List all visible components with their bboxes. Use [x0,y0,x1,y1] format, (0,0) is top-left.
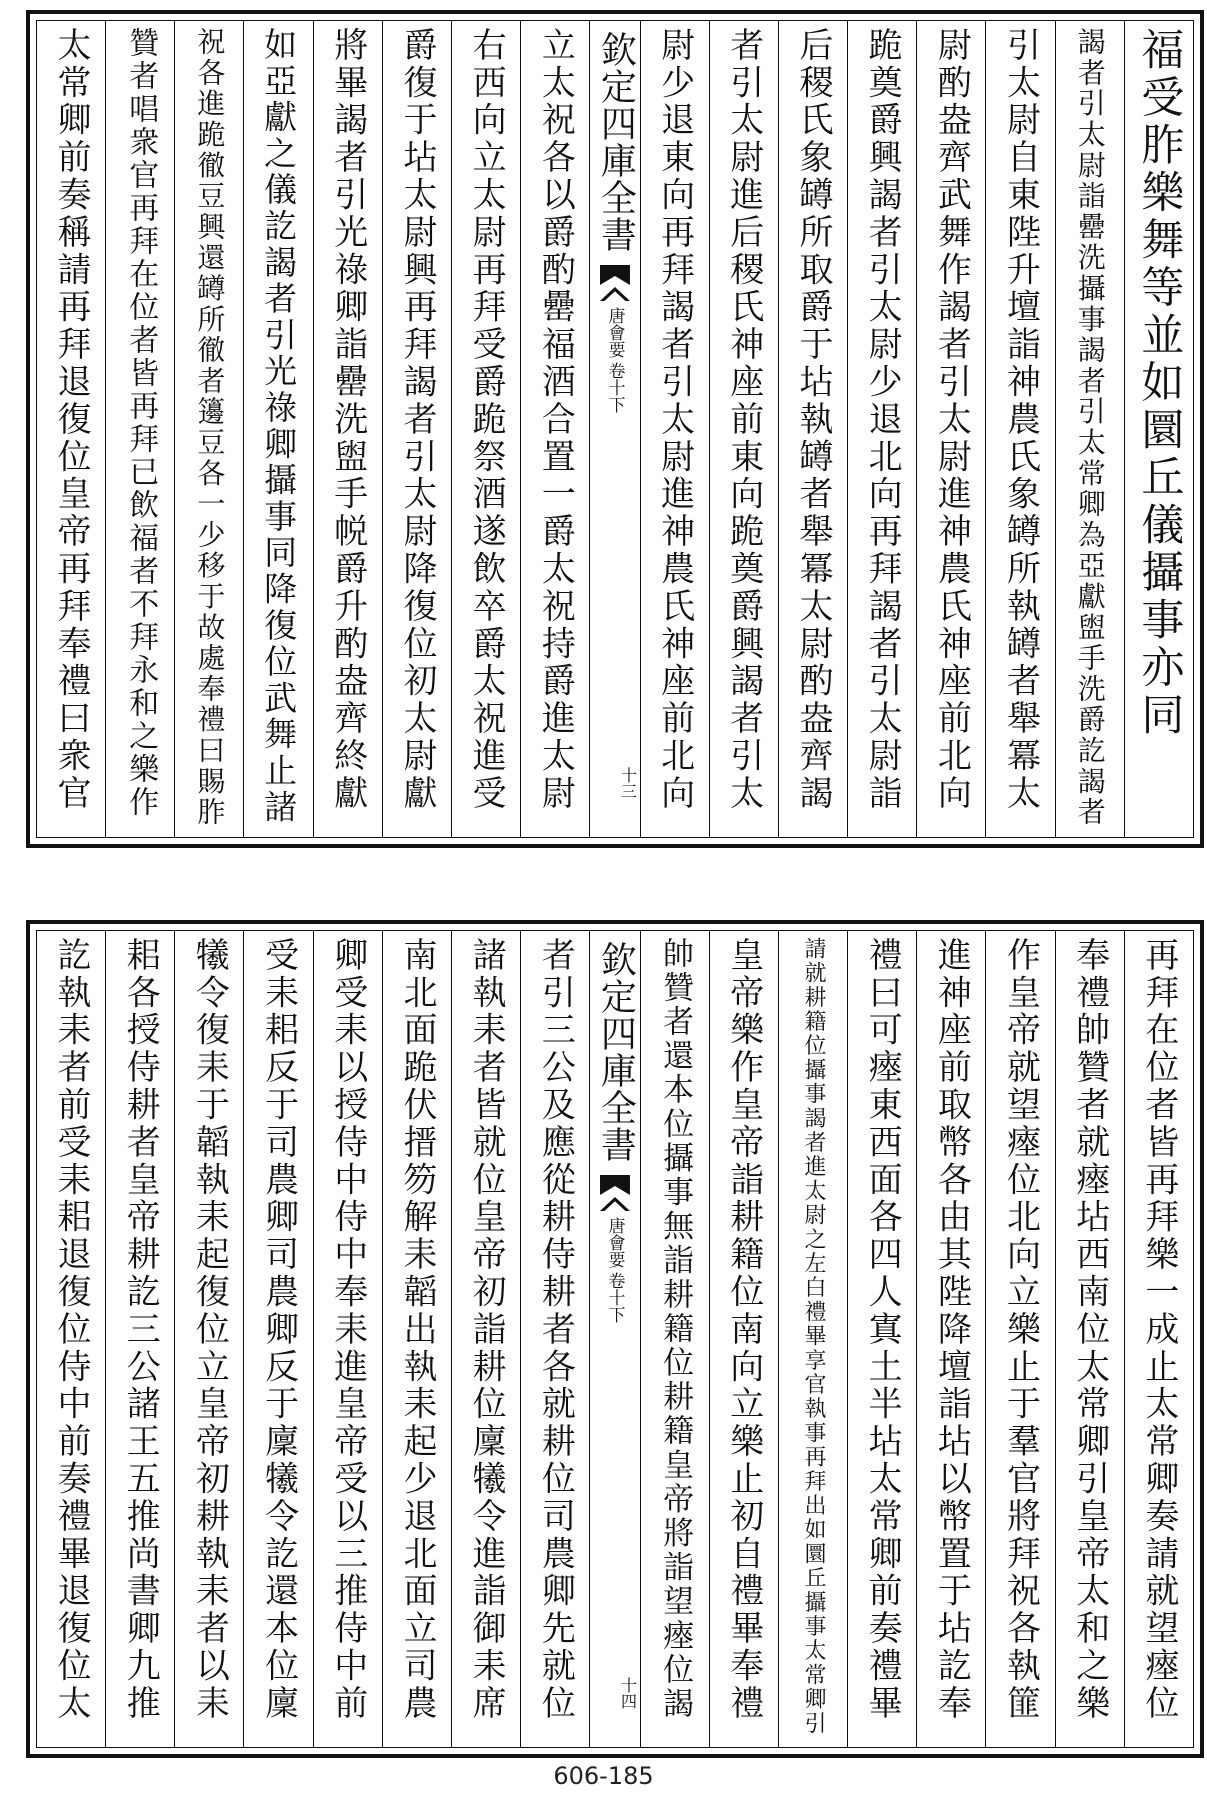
bottom-page [26,920,1204,1758]
text-column: 立太祝各以爵酌罍福酒合置一爵太祝持爵進太尉 [535,27,576,813]
center-page-number: 十三 [618,767,638,799]
text-column: 右西向立太尉再拜受爵跪祭酒遂飲卒爵太祝進受 [466,27,507,813]
bottom-page-frame [36,930,1194,1748]
text-column: 謁者引太尉詣罍洗攝事謁者引太常卿為亞獻盥手洗爵訖謁者 [1073,27,1107,828]
top-page-frame [36,20,1194,838]
text-column: 者引三公及應從耕侍耕者各就耕位司農卿先就位 [535,937,576,1723]
text-column: 請就耕籍位攝事謁者進太尉之左白禮畢享官執事再拜出如圜丘攝事太常卿引 [800,937,826,1736]
top-page [26,10,1204,848]
text-column: 禮曰可瘞東西面各四人寘土半坫太常卿前奏禮畢 [862,937,903,1723]
text-column: 后稷氏象罇所取爵于坫執罇者舉冪太尉酌盎齊謁 [792,27,833,813]
center-book-title: 唐會要 [604,307,625,358]
text-column: 者引太尉進后稷氏神座前東向跪奠爵興謁者引太 [723,27,764,813]
text-column: 皇帝樂作皇帝詣耕籍位南向立樂止初自禮畢奉禮 [723,937,764,1723]
top-text-columns [37,21,1193,837]
text-column: 諸執耒者皆就位皇帝初詣耕位廩犧令進詣御耒席 [466,937,507,1723]
text-column: 再拜在位者皆再拜樂一成止太常卿奏請就望瘞位 [1138,937,1179,1723]
text-column: 受耒耜反于司農卿司農卿反于廩犧令訖還本位廩 [258,937,299,1723]
center-title: 欽定四庫全書 [595,941,637,1163]
text-column: 將畢謁者引光祿卿詣罍洗盥手帨爵升酌盎齊終獻 [327,27,368,813]
text-column: 卿受耒以授侍中侍中奉耒進皇帝受以三推侍中前 [327,937,368,1723]
center-fold [589,21,639,837]
center-volume: 卷十下 [604,362,625,413]
text-column: 尉少退東向再拜謁者引太尉進神農氏神座前北向 [654,27,695,813]
text-column: 引太尉自東陛升壇詣神農氏象罇所執罇者舉冪太 [1000,27,1041,813]
text-column: 祝各進跪徹豆興還罇所徹者籩豆各一少移于故處奉禮曰賜胙 [193,27,227,828]
bottom-text-columns [37,931,1193,1747]
text-column: 贊者唱衆官再拜在位者皆再拜已飲福者不拜永和之樂作 [123,27,159,819]
text-column: 犧令復耒于韜執耒起復位立皇帝初耕執耒者以耒 [189,937,230,1723]
center-page-number: 十四 [618,1677,638,1709]
text-column: 耜各授侍耕者皇帝耕訖三公諸王五推尚書卿九推 [120,937,161,1723]
center-title: 欽定四庫全書 [595,31,637,253]
fish-tail-mark-icon [600,265,630,301]
text-column: 福受胙樂舞等並如圜丘儀攝事亦同 [1134,27,1185,740]
footer-page-number: 606-185 [553,1762,654,1790]
text-column: 進神座前取幣各由其陛降壇詣坫以幣置于坫訖奉 [931,937,972,1723]
center-fold [589,931,639,1747]
text-column: 南北面跪伏搢笏解耒韜出執耒起少退北面立司農 [396,937,437,1723]
text-column: 尉酌盎齊武舞作謁者引太尉進神農氏神座前北向 [931,27,972,813]
text-column: 跪奠爵興謁者引太尉少退北向再拜謁者引太尉詣 [862,27,903,813]
text-column: 作皇帝就望瘞位北向立樂止于羣官將拜祝各執篚 [1000,937,1041,1723]
text-column: 訖執耒者前受耒耜退復位侍中前奏禮畢退復位太 [51,937,91,1723]
center-book-title: 唐會要 [604,1217,625,1268]
text-column: 奉禮帥贊者就瘞坫西南位太常卿引皇帝太和之樂 [1069,937,1110,1723]
text-column: 如亞獻之儀訖謁者引光祿卿攝事同降復位武舞止諸 [259,27,299,826]
text-column: 帥贊者還本位攝事無詣耕籍位耕籍皇帝將詣望瘞位謁 [657,937,694,1722]
center-volume: 卷十下 [604,1272,625,1323]
text-column: 爵復于坫太尉興再拜謁者引太尉降復位初太尉獻 [396,27,437,813]
fish-tail-mark-icon [600,1175,630,1211]
text-column: 太常卿前奏稱請再拜退復位皇帝再拜奉禮曰衆官 [51,27,91,813]
